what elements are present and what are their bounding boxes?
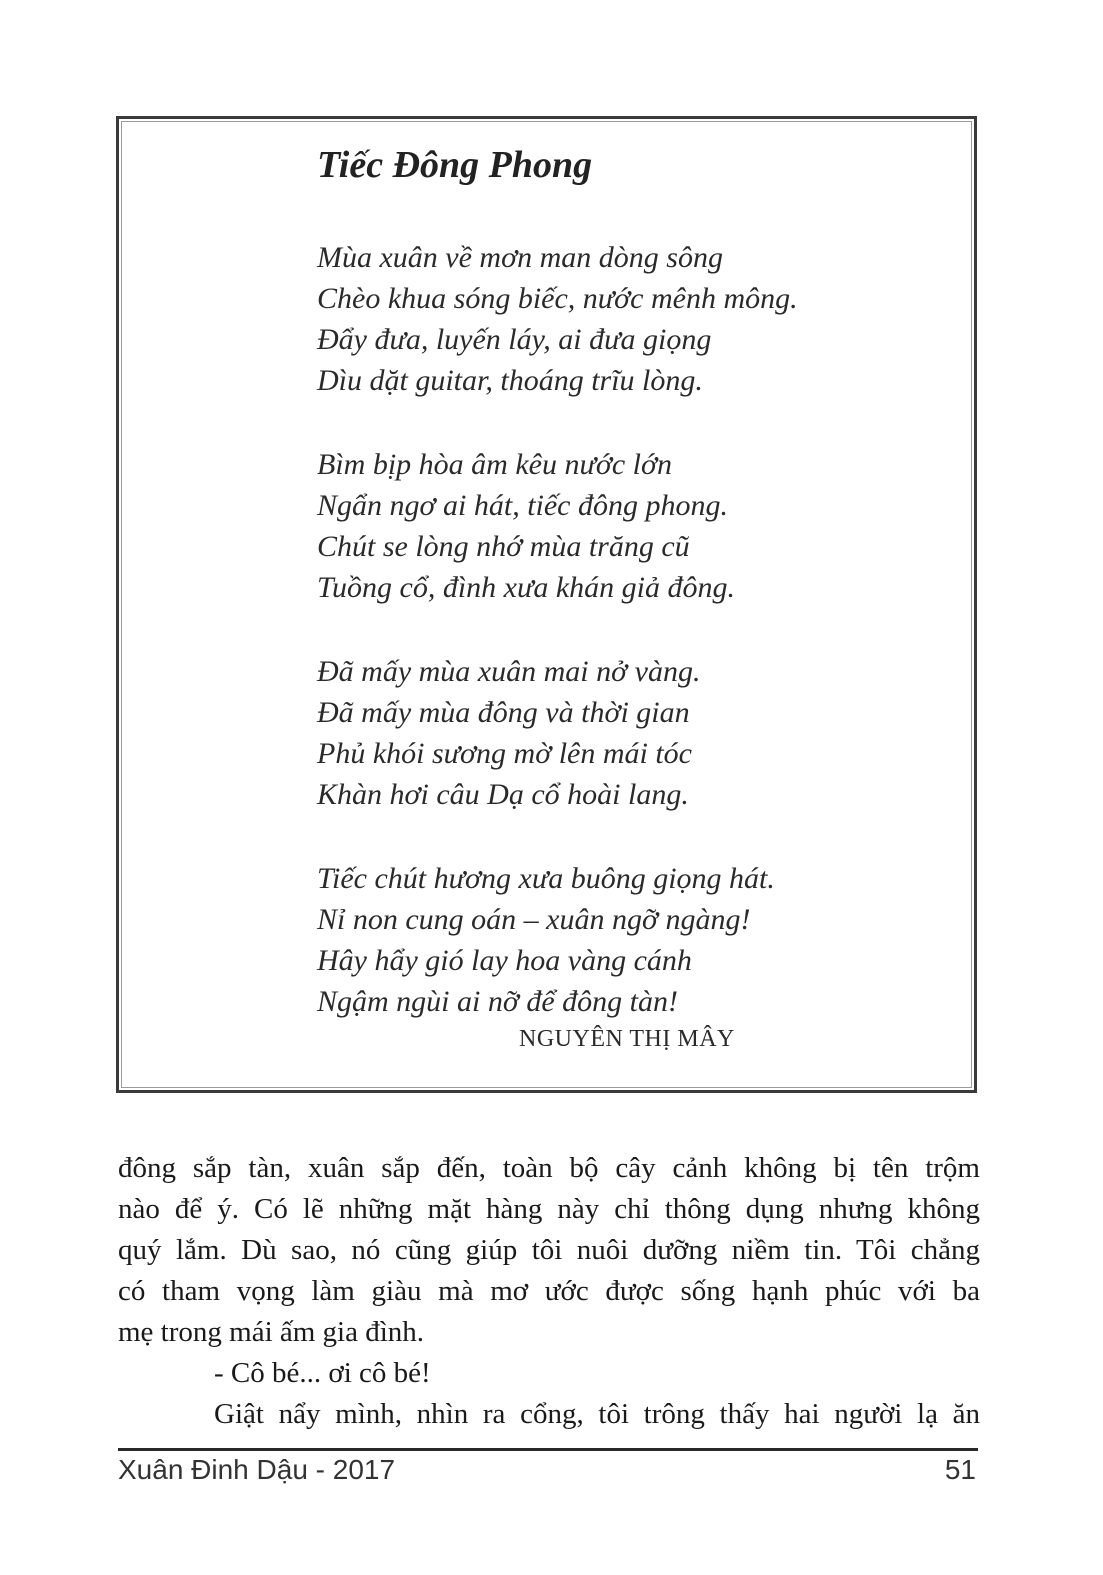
- poem-line: Nỉ non cung oán – xuân ngỡ ngàng!: [317, 903, 751, 936]
- poem-line: Mùa xuân về mơn man dòng sông: [317, 241, 723, 274]
- poem-line: Đẩy đưa, luyến láy, ai đưa giọng: [317, 323, 712, 356]
- prose-line: nào để ý. Có lẽ những mặt hàng này chỉ thông dụng nhưng không: [118, 1193, 980, 1225]
- prose-line: đông sắp tàn, xuân sắp đến, toàn bộ cây cảnh không bị tên trộm: [118, 1152, 980, 1184]
- prose-line: Giật nẩy mình, nhìn ra cổng, tôi trông thấy hai người lạ ăn: [214, 1398, 980, 1430]
- prose-line: có tham vọng làm giàu mà mơ ước được sống hạnh phúc với ba: [118, 1275, 980, 1307]
- footer-publication: Xuân Đinh Dậu - 2017: [118, 1454, 396, 1485]
- poem-stanza-4: [317, 858, 775, 1022]
- poem-stanza-2: [317, 444, 735, 608]
- poem-line: Chèo khua sóng biếc, nước mênh mông.: [317, 282, 798, 315]
- poem-line: Phủ khói sương mờ lên mái tóc: [317, 737, 692, 770]
- poem-line: Đã mấy mùa xuân mai nở vàng.: [317, 655, 701, 688]
- footer-divider: [118, 1448, 978, 1451]
- poem-stanza-3: [317, 651, 700, 815]
- prose-body: [118, 1148, 980, 1435]
- prose-line: mẹ trong mái ấm gia đình.: [118, 1316, 425, 1348]
- poem-line: Hây hẩy gió lay hoa vàng cánh: [317, 944, 692, 977]
- poem-line: Bìm bịp hòa âm kêu nước lớn: [317, 448, 672, 481]
- poem-line: Chút se lòng nhớ mùa trăng cũ: [317, 530, 690, 563]
- poem-author: NGUYÊN THỊ MÂY: [519, 1026, 735, 1052]
- poem-line: Tuồng cổ, đình xưa khán giả đông.: [317, 571, 736, 604]
- poem-line: Ngậm ngùi ai nỡ để đông tàn!: [317, 985, 678, 1018]
- poem-box: [116, 116, 977, 1093]
- page-number: 51: [944, 1454, 976, 1485]
- poem-stanza-1: [317, 237, 798, 401]
- poem-line: Tiếc chút hương xưa buông giọng hát.: [317, 862, 775, 895]
- poem-line: Khàn hơi câu Dạ cổ hoài lang.: [317, 778, 689, 811]
- prose-dialogue-line: - Cô bé... ơi cô bé!: [214, 1357, 431, 1389]
- poem-line: Dìu dặt guitar, thoáng trĩu lòng.: [317, 364, 703, 397]
- poem-line: Đã mấy mùa đông và thời gian: [317, 696, 690, 729]
- prose-line: quý lắm. Dù sao, nó cũng giúp tôi nuôi dưỡng niềm tin. Tôi chẳng: [118, 1234, 980, 1266]
- poem-line: Ngẩn ngơ ai hát, tiếc đông phong.: [317, 489, 728, 522]
- poem-title: Tiếc Đông Phong: [317, 144, 593, 186]
